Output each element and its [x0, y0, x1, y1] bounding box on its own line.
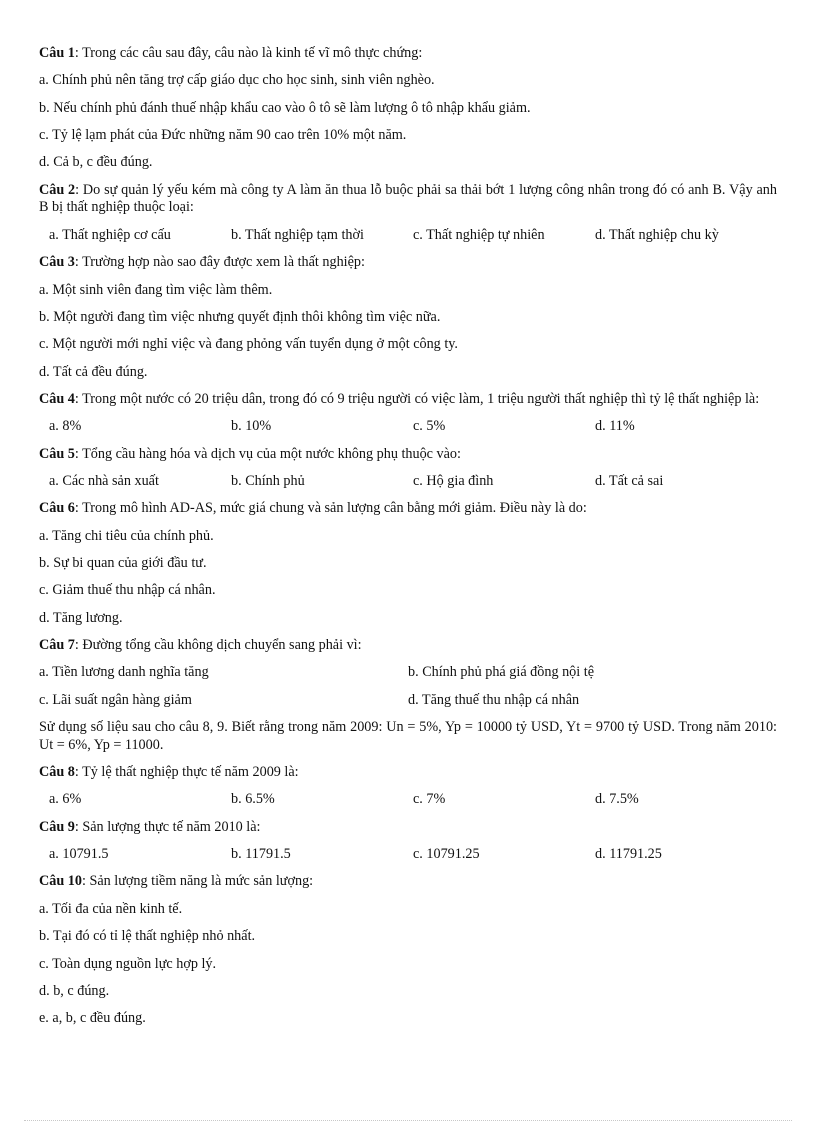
question-text: : Sản lượng tiềm năng là mức sản lượng: [81, 873, 314, 890]
question-9 [39, 819, 777, 837]
question-label: Câu 5 [39, 445, 75, 462]
option: c. Thất nghiệp tự nhiên [413, 226, 545, 243]
option: d. Tất cả đều đúng. [39, 363, 148, 380]
option: a. Các nhà sản xuất [49, 472, 159, 489]
question-2 [39, 182, 777, 218]
option: c. Một người mới nghỉ việc và đang phỏng vấn tuyển dụng ở một công ty. [39, 336, 458, 353]
question-text: : Trong một nước có 20 triệu dân, trong đó có 9 triệu người có việc làm, 1 triệu người thất nghiệp thì tỷ lệ thất nghiệp là: [74, 390, 760, 407]
option: b. Tại đó có tỉ lệ thất nghiệp nhỏ nhất. [39, 928, 256, 945]
option: d. b, c đúng. [39, 982, 110, 999]
question-label: Câu 3 [39, 254, 75, 271]
option: d. Cả b, c đều đúng. [39, 154, 153, 171]
option: c. Hộ gia đình [413, 472, 494, 489]
option: a. Chính phủ nên tăng trợ cấp giáo dục cho học sinh, sinh viên nghèo. [39, 72, 435, 89]
question-label: Câu 2 [39, 181, 76, 198]
option: b. Sự bi quan của giới đầu tư. [39, 554, 207, 571]
option: b. Thất nghiệp tạm thời [231, 226, 364, 243]
option: c. Tỷ lệ lạm phát của Đức những năm 90 cao trên 10% một năm. [39, 127, 407, 144]
question-8 [39, 764, 777, 782]
option: d. Thất nghiệp chu kỳ [595, 226, 719, 243]
options-row [39, 692, 777, 710]
question-text: : Tỷ lệ thất nghiệp thực tế năm 2009 là: [74, 764, 299, 781]
question-text: : Trường hợp nào sao đây được xem là thất nghiệp: [74, 254, 365, 271]
option: c. Lãi suất ngân hàng giảm [39, 691, 192, 708]
page-bottom-rule [24, 1120, 792, 1121]
question-text: : Trong các câu sau đây, câu nào là kinh tế vĩ mô thực chứng: [74, 45, 423, 61]
option: c. 10791.25 [413, 846, 480, 863]
option: c. Toàn dụng nguồn lực hợp lý. [39, 955, 217, 972]
document-page [39, 45, 777, 1038]
option: b. Chính phủ phá giá đồng nội tệ [408, 664, 594, 681]
option: e. a, b, c đều đúng. [39, 1010, 146, 1027]
option: d. Tất cả sai [595, 472, 664, 489]
question-10 [39, 873, 777, 891]
option: c. 7% [413, 791, 446, 808]
options-row [49, 791, 777, 809]
option: a. 6% [49, 791, 82, 808]
option: d. 7.5% [595, 791, 639, 808]
options-row [49, 418, 777, 436]
option: a. Tiền lương danh nghĩa tăng [39, 664, 209, 681]
option: a. Tối đa của nền kinh tế. [39, 900, 183, 917]
question-label: Câu 10 [39, 873, 82, 890]
option: b. Một người đang tìm việc nhưng quyết định thôi không tìm việc nữa. [39, 308, 441, 325]
question-label: Câu 4 [39, 390, 75, 407]
option: a. Tăng chi tiêu của chính phủ. [39, 527, 214, 544]
option: d. Tăng thuế thu nhập cá nhân [408, 691, 580, 708]
option: c. 5% [413, 418, 446, 435]
question-6 [39, 500, 777, 518]
option: b. Chính phủ [231, 472, 305, 489]
options-row [49, 227, 777, 245]
option: c. Giảm thuế thu nhập cá nhân. [39, 582, 216, 599]
question-label: Câu 1 [39, 45, 75, 61]
question-4 [39, 391, 777, 409]
question-text: : Đường tổng cầu không dịch chuyển sang phải vì: [74, 636, 362, 653]
question-text: : Do sự quản lý yếu kém mà công ty A làm ăn thua lỗ buộc phải sa thải bớt 1 lượng công nhân trong đó có anh B. Vậy anh B bị thất nghiệp thuộc loại: [39, 181, 777, 216]
option: b. 6.5% [231, 791, 275, 808]
options-row [49, 473, 777, 491]
option: b. 11791.5 [231, 846, 291, 863]
question-1 [39, 45, 777, 63]
option: b. Nếu chính phủ đánh thuế nhập khẩu cao vào ô tô sẽ làm lượng ô tô nhập khẩu giảm. [39, 99, 531, 116]
question-text: : Sản lượng thực tế năm 2010 là: [74, 818, 261, 835]
question-text: : Tổng cầu hàng hóa và dịch vụ của một nước không phụ thuộc vào: [74, 445, 461, 462]
question-text: : Trong mô hình AD-AS, mức giá chung và sản lượng cân bằng mới giảm. Điều này là do: [74, 500, 587, 517]
question-label: Câu 9 [39, 818, 75, 835]
question-7 [39, 637, 777, 655]
option: d. 11% [595, 418, 635, 435]
options-row [49, 846, 777, 864]
option: d. 11791.25 [595, 846, 662, 863]
option: d. Tăng lương. [39, 609, 123, 626]
question-3 [39, 254, 777, 272]
options-row [39, 664, 777, 682]
option: a. Một sinh viên đang tìm việc làm thêm. [39, 281, 273, 298]
question-label: Câu 8 [39, 764, 75, 781]
question-label: Câu 6 [39, 500, 75, 517]
intro-8-9: Sử dụng số liệu sau cho câu 8, 9. Biết rằng trong năm 2009: Un = 5%, Yp = 10000 tỷ USD, Yt = 9700 tỷ USD. Trong năm 2010: Ut = 6%, Yp = 11000. [39, 719, 777, 753]
option: a. Thất nghiệp cơ cấu [49, 226, 171, 243]
question-label: Câu 7 [39, 636, 75, 653]
option: a. 10791.5 [49, 846, 109, 863]
question-5 [39, 446, 777, 464]
option: b. 10% [231, 418, 272, 435]
option: a. 8% [49, 418, 82, 435]
